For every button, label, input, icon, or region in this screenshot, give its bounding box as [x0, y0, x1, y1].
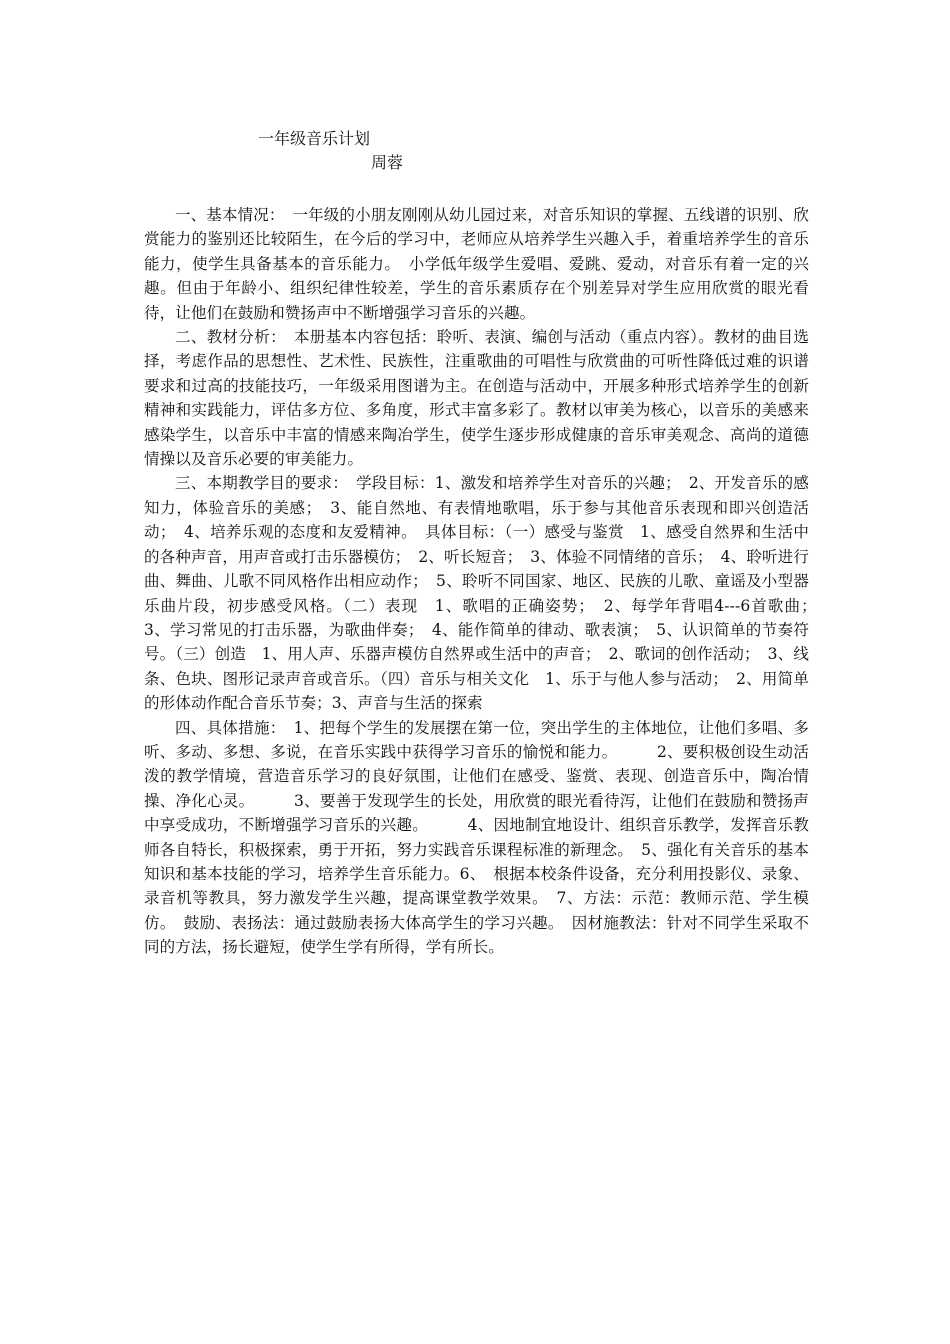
section-textbook-analysis: 二、教材分析： 本册基本内容包括：聆听、表演、编创与活动（重点内容）。教材的曲目选择，考虑作品的思想性、艺术性、民族性，注重歌曲的可唱性与欣赏曲的可听性降低过难的识谱要求和过高的技能技巧，一年级采用图谱为主。在创造与活动中，开展多种形式培养学生的创新精神和实践能力，评估多方位、多角度，形式丰富多彩了。教材以审美为核心，以音乐的美感来感染学生，以音乐中丰富的情感来陶冶学生，使学生逐步形成健康的音乐审美观念、高尚的道德情操以及音乐必要的审美能力。	[144, 328, 809, 469]
section-teaching-goals: 三、本期教学目的要求： 学段目标：1、激发和培养学生对音乐的兴趣； 2、开发音乐的感知力，体验音乐的美感； 3、能自然地、有表情地歌唱，乐于参与其他音乐表现和即兴创造活动； 4、培养乐观的态度和友爱精神。 具体目标：（一）感受与鉴赏 1、感受自然界和生活中的各种声音，用声音或打击乐器模仿； 2、听长短音； 3、体验不同情绪的音乐； 4、聆听进行曲、舞曲、儿歌不同风格作出相应动作； 5、聆听不同国家、地区、民族的儿歌、童谣及小型器乐曲片段，初步感受风格。（二）表现 1、歌唱的正确姿势； 2、每学年背唱4---6首歌曲； 3、学习常见的打击乐器，为歌曲伴奏； 4、能作简单的律动、歌表演； 5、认识简单的节奏符号。（三）创造 1、用人声、乐器声模仿自然界或生活中的声音； 2、歌词的创作活动； 3、线条、色块、图形记录声音或音乐。（四）音乐与相关文化 1、乐于与他人参与活动； 2、用简单的形体动作配合音乐节奏；3、声音与生活的探索	[144, 474, 825, 713]
section-basic-situation: 一、基本情况： 一年级的小朋友刚刚从幼儿园过来，对音乐知识的掌握、五线谱的识别、欣赏能力的鉴别还比较陌生，在今后的学习中，老师应从培养学生兴趣入手，着重培养学生的音乐能力，使学生具备基本的音乐能力。 小学低年级学生爱唱、爱跳、爱动，对音乐有着一定的兴趣。但由于年龄小、组织纪律性较差，学生的音乐素质存在个别差异对学生应用欣赏的眼光看待，让他们在鼓励和赞扬声中不断增强学习音乐的兴趣。	[144, 206, 809, 322]
section-specific-measures: 四、具体措施： 1、把每个学生的发展摆在第一位，突出学生的主体地位，让他们多唱、多听、多动、多想、多说，在音乐实践中获得学习音乐的愉悦和能力。 2、要积极创设生动活泼的教学情境，营造音乐学习的良好氛围，让他们在感受、鉴赏、表现、创造音乐中，陶冶情操、净化心灵。 3、要善于发现学生的长处，用欣赏的眼光看待泻，让他们在鼓励和赞扬声中享受成功，不断增强学习音乐的兴趣。 4、因地制宜地设计、组织音乐教学，发挥音乐教师各自特长，积极探索，勇于开拓，努力实践音乐课程标准的新理念。 5、强化有关音乐的基本知识和基本技能的学习，培养学生音乐能力。6、 根据本校条件设备，充分利用投影仪、录象、录音机等教具，努力激发学生兴趣，提高课堂教学效果。 7、方法：示范：教师示范、学生模仿。 鼓励、表扬法：通过鼓励表扬大体高学生的学习兴趣。 因材施教法：针对不同学生采取不同的方法，扬长避短，使学生学有所得，学有所长。	[144, 718, 809, 957]
document-title: 一年级音乐计划	[258, 129, 371, 148]
document-author: 周蓉	[371, 153, 404, 172]
document-body	[144, 203, 825, 960]
